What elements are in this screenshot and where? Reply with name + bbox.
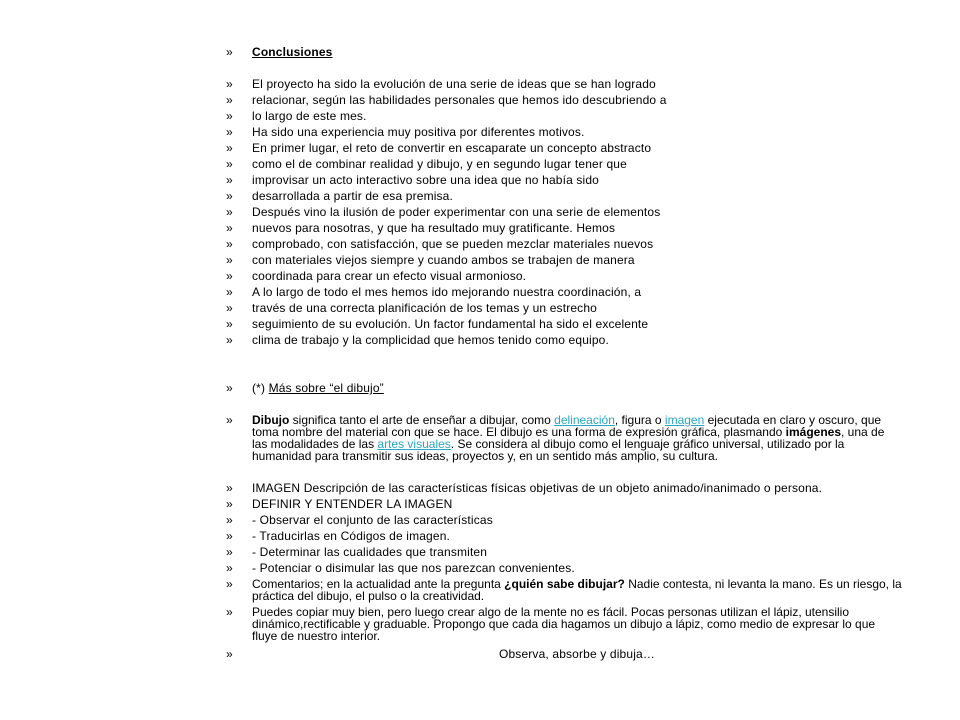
imagenes-bold: imágenes: [785, 425, 841, 439]
bullet: »: [226, 413, 233, 427]
bullet: »: [226, 561, 233, 575]
imagen-line: DEFINIR Y ENTENDER LA IMAGEN: [252, 497, 453, 511]
bullet: »: [226, 605, 233, 619]
conclusion-line: improvisar un acto interactivo sobre una idea que no había sido: [252, 173, 599, 187]
imagen-line: IMAGEN Descripción de las características físicas objetivas de un objeto animado/inanimado o persona.: [252, 481, 823, 495]
imagen-line: - Traducirlas en Códigos de imagen.: [252, 529, 451, 543]
heading-conclusiones: Conclusiones: [252, 45, 333, 59]
conclusion-line: El proyecto ha sido la evolución de una serie de ideas que se han logrado: [252, 77, 656, 91]
dibujo-text: , figura o: [614, 413, 665, 427]
conclusion-line: relacionar, según las habilidades personales que hemos ido descubriendo a: [252, 93, 667, 107]
bullet: »: [226, 513, 233, 527]
conclusion-line: coordinada para crear un efecto visual armonioso.: [252, 269, 527, 283]
bullet: »: [226, 647, 233, 661]
conclusion-line: Ha sido una experiencia muy positiva por diferentes motivos.: [252, 125, 585, 139]
bullet: »: [226, 269, 233, 283]
bullet: »: [226, 173, 233, 187]
comentarios-question: ¿quién sabe dibujar?: [504, 577, 625, 591]
more-about-line: [252, 380, 384, 396]
bullet: »: [226, 109, 233, 123]
bullet: »: [226, 157, 233, 171]
bullet: »: [226, 529, 233, 543]
bullet: »: [226, 381, 233, 395]
comentarios-text: Nadie contesta, ni levanta la mano. Es un riesgo, la práctica del dibujo, el pulso o la creatividad.: [252, 577, 902, 603]
bullet: »: [226, 189, 233, 203]
imagen-line: - Observar el conjunto de las características: [252, 513, 493, 527]
conclusion-line: seguimiento de su evolución. Un factor fundamental ha sido el excelente: [252, 317, 649, 331]
dibujo-text: ejecutada en claro y oscuro, que toma nombre del material con que se hace. El dibujo es una forma de expresión gráfica, plasmando: [252, 413, 882, 439]
conclusion-line: desarrollada a partir de esa premisa.: [252, 189, 453, 203]
bullet: »: [226, 497, 233, 511]
delineacion-link[interactable]: delineación: [554, 413, 615, 427]
conclusion-line: nuevos para nosotras, y que ha resultado muy gratificante. Hemos: [252, 221, 616, 235]
bullet: »: [226, 253, 233, 267]
bullet: »: [226, 205, 233, 219]
imagen-line: - Potenciar o disimular las que nos parezcan convenientes.: [252, 561, 575, 575]
bullet: »: [226, 237, 233, 251]
bullet: »: [226, 577, 233, 591]
bullet: »: [226, 301, 233, 315]
bullet: »: [226, 545, 233, 559]
comentarios-paragraph: [252, 578, 902, 602]
bullet: »: [226, 141, 233, 155]
conclusion-line: comprobado, con satisfacción, que se pueden mezclar materiales nuevos: [252, 237, 654, 251]
imagen-line: - Determinar las cualidades que transmiten: [252, 545, 488, 559]
conclusion-line: lo largo de este mes.: [252, 109, 367, 123]
comentarios-text: Comentarios; en la actualidad ante la pregunta: [252, 577, 505, 591]
dibujo-text: significa tanto el arte de enseñar a dibujar, como: [289, 413, 555, 427]
bullet: »: [226, 125, 233, 139]
conclusion-line: En primer lugar, el reto de convertir en escaparate un concepto abstracto: [252, 141, 652, 155]
more-prefix: (*): [252, 381, 269, 395]
dibujo-paragraph: [252, 414, 902, 462]
more-about-dibujo-link[interactable]: Más sobre “el dibujo”: [268, 381, 384, 395]
conclusion-line: A lo largo de todo el mes hemos ido mejorando nuestra coordinación, a: [252, 285, 642, 299]
dibujo-text: . Se considera al dibujo como el lenguaje gráfico universal, utilizado por la humanidad para transmitir sus ideas, proyectos y, en un sentido más amplio, su cultura.: [252, 437, 845, 463]
conclusion-line: como el de combinar realidad y dibujo, y en segundo lugar tener que: [252, 157, 627, 171]
bullet: »: [226, 45, 233, 59]
conclusion-line: Después vino la ilusión de poder experimentar con una serie de elementos: [252, 205, 661, 219]
bullet: »: [226, 221, 233, 235]
imagen-link[interactable]: imagen: [664, 413, 705, 427]
closing-line: Observa, absorbe y dibuja…: [499, 647, 655, 661]
bullet: »: [226, 333, 233, 347]
artes-visuales-link[interactable]: artes visuales: [377, 437, 451, 451]
dibujo-text: , una de las modalidades de las: [252, 425, 885, 451]
bullet: »: [226, 481, 233, 495]
bullet: »: [226, 77, 233, 91]
conclusion-line: través de una correcta planificación de los temas y un estrecho: [252, 301, 597, 315]
bullet: »: [226, 93, 233, 107]
copiar-paragraph: Puedes copiar muy bien, pero luego crear algo de la mente no es fácil. Pocas personas utilizan el lápiz, utensilio dinámico,rectificable y graduable. Propongo que cada dia hagamos un dibujo a lápiz, como medio de expresar lo que fluye de nuestro interior.: [252, 605, 876, 643]
conclusion-line: con materiales viejos siempre y cuando ambos se trabajen de manera: [252, 253, 635, 267]
conclusion-line: clima de trabajo y la complicidad que hemos tenido como equipo.: [252, 333, 609, 347]
bullet: »: [226, 285, 233, 299]
bullet: »: [226, 317, 233, 331]
dibujo-term: Dibujo: [252, 413, 290, 427]
